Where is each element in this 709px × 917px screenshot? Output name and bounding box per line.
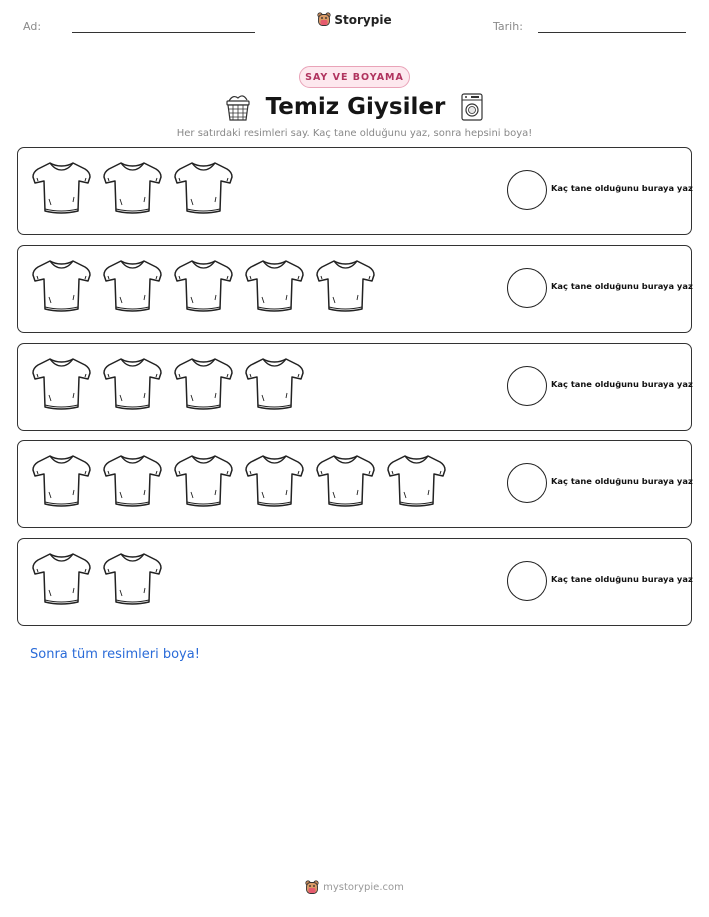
t-shirt-icon <box>172 257 235 315</box>
t-shirt-icon <box>30 355 93 413</box>
t-shirt-icon <box>101 159 164 217</box>
count-row <box>17 343 692 431</box>
count-row <box>17 147 692 235</box>
t-shirt-icon <box>243 355 306 413</box>
shirt-group <box>30 550 164 608</box>
answer-circle[interactable] <box>507 268 547 308</box>
date-label: Tarih: <box>493 20 523 33</box>
t-shirt-icon <box>101 355 164 413</box>
shirt-group <box>30 355 306 413</box>
answer-circle[interactable] <box>507 170 547 210</box>
brand-name: Storypie <box>334 12 392 27</box>
answer-label: Kaç tane olduğunu buraya yaz <box>551 379 693 389</box>
answer-circle[interactable] <box>507 561 547 601</box>
t-shirt-icon <box>243 257 306 315</box>
brand-logo <box>0 12 709 27</box>
t-shirt-icon <box>314 452 377 510</box>
answer-label: Kaç tane olduğunu buraya yaz <box>551 281 693 291</box>
badge-label: SAY VE BOYAMA <box>305 71 404 83</box>
name-field[interactable] <box>72 32 255 33</box>
t-shirt-icon <box>101 550 164 608</box>
shirt-group <box>30 257 377 315</box>
answer-label: Kaç tane olduğunu buraya yaz <box>551 476 693 486</box>
washing-machine-icon <box>459 92 485 122</box>
footer <box>0 880 709 895</box>
t-shirt-icon <box>385 452 448 510</box>
shirt-group <box>30 452 448 510</box>
name-label: Ad: <box>23 20 42 33</box>
count-row <box>17 245 692 333</box>
bear-mascot-icon <box>305 880 319 895</box>
t-shirt-icon <box>101 452 164 510</box>
laundry-basket-icon <box>224 92 252 122</box>
t-shirt-icon <box>172 159 235 217</box>
answer-label: Kaç tane olduğunu buraya yaz <box>551 574 693 584</box>
count-row <box>17 440 692 528</box>
shirt-group <box>30 159 235 217</box>
t-shirt-icon <box>172 355 235 413</box>
t-shirt-icon <box>30 550 93 608</box>
answer-circle[interactable] <box>507 366 547 406</box>
t-shirt-icon <box>30 159 93 217</box>
answer-label: Kaç tane olduğunu buraya yaz <box>551 183 693 193</box>
answer-circle[interactable] <box>507 463 547 503</box>
t-shirt-icon <box>314 257 377 315</box>
instructions: Her satırdaki resimleri say. Kaç tane olduğunu yaz, sonra hepsini boya! <box>176 128 533 139</box>
activity-badge <box>299 66 410 88</box>
t-shirt-icon <box>172 452 235 510</box>
coloring-note: Sonra tüm resimleri boya! <box>30 647 200 662</box>
t-shirt-icon <box>30 257 93 315</box>
date-field[interactable] <box>538 32 686 33</box>
count-row <box>17 538 692 626</box>
t-shirt-icon <box>30 452 93 510</box>
footer-site: mystorypie.com <box>323 882 404 893</box>
t-shirt-icon <box>243 452 306 510</box>
t-shirt-icon <box>101 257 164 315</box>
page-title: Temiz Giysiler <box>265 94 446 120</box>
title-row <box>0 89 709 125</box>
bear-mascot-icon <box>317 12 331 27</box>
